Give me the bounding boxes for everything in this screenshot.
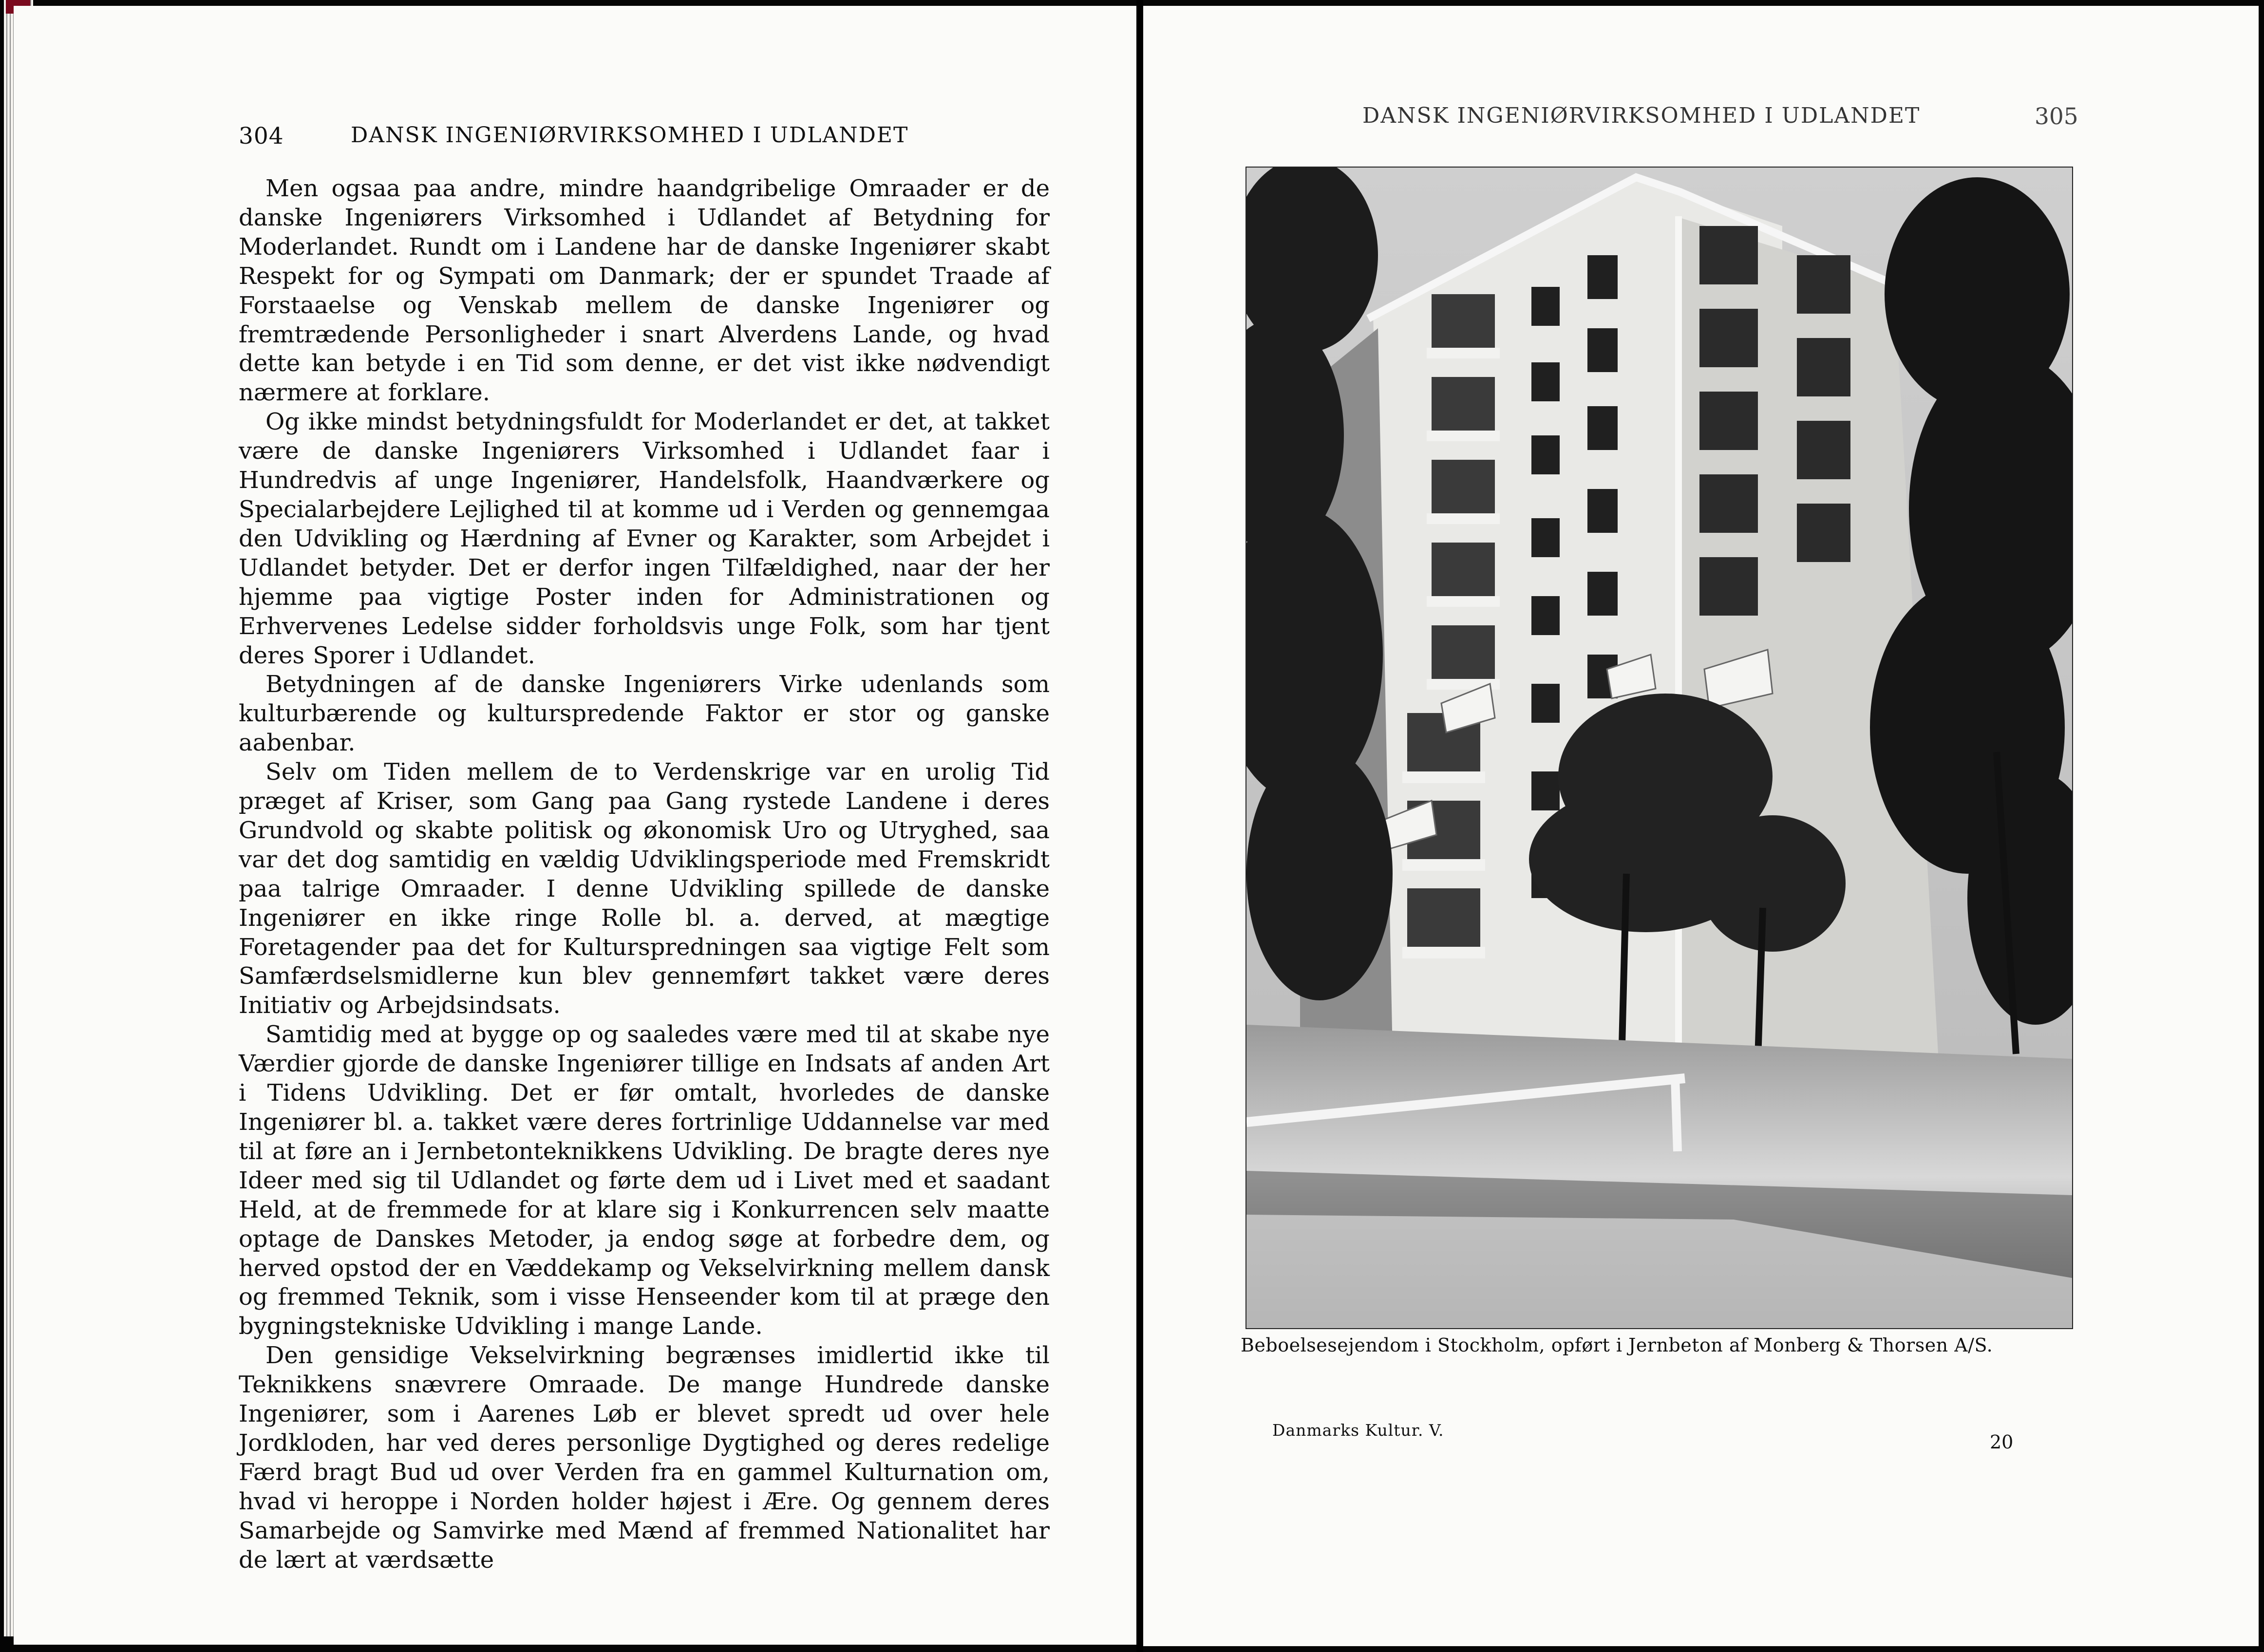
paragraph: Selv om Tiden mellem de to Verdenskrige var en urolig Tid præget af Kriser, som Gang paa Gang rystede Landene i deres Grundvold og skabte politisk og økonomisk Uro og Utryghed, saa var det dog samtidig en vældig Udviklingsperiode med Fremskridt paa talrige Omraader. I denne Udvikling spillede de danske Ingeniører en ikke ringe Rolle bl. a. derved, at mægtige Foretagender paa det for Kulturspredningen saa vigtige Felt som Samfærdselsmidlerne kun blev gennemført takket være deres Initiativ og Arbejdsindsats.	[239, 758, 1050, 1019]
paragraph: Og ikke mindst betydningsfuldt for Moderlandet er det, at takket være de danske Ingeniørers Virksomhed i Udlandet faar i Hundredvis af unge Ingeniører, Handelsfolk, Haandværkere og Specialarbejdere Lejlighed til at komme ud i Verden og gennemgaa den Udvikling og Hærdning af Evner og Karakter, som Arbejdet i Udlandet betyder. Det er derfor ingen Tilfældighed, naar der her hjemme paa vigtige Poster inden for Administrationen og Erhvervenes Ledelse sidder forholdsvis unge Folk, som har tjent deres Sporer i Udlandet.	[239, 408, 1050, 669]
right-page	[1143, 6, 2259, 1646]
signature-number: 20	[1990, 1431, 2014, 1453]
page-number: 304	[239, 123, 284, 150]
photo-caption: Beboelsesejendom i Stockholm, opført i Jernbeton af Monberg & Thorsen A/S.	[1241, 1334, 1993, 1356]
paragraph: Den gensidige Vekselvirkning begrænses imidlertid ikke til Teknikkens snævrere Omraade. De mange Hundrede danske Ingeniører, som i Aarenes Løb er blevet spredt ud over hele Jordkloden, har ved deres personlige Dygtighed og deres redelige Færd bragt Bud ud over Verden fra en gammel Kulturnation om, hvad vi heroppe i Norden holder højest i Ære. Og gennem deres Samarbejde og Samvirke med Mænd af fremmed Nationalitet har de lært at værdsætte	[239, 1342, 1050, 1574]
apartment-building-photo	[1245, 167, 2073, 1329]
running-head: DANSK INGENIØRVIRKSOMHED I UDLANDET	[1362, 103, 1921, 128]
page-number: 305	[2035, 103, 2078, 130]
signature-line: Danmarks Kultur. V.	[1272, 1421, 1444, 1440]
paragraph: Samtidig med at bygge op og saaledes være med til at skabe nye Værdier gjorde de danske Ingeniører tillige en Indsats af anden Art i Tidens Udvikling. Det er før omtalt, hvorledes de danske Ingeniører bl. a. takket være deres fortrinlige Uddannelse var med til at føre an i Jernbetonteknikkens Udvikling. De bragte deres nye Ideer med sig til Udlandet og førte dem ud i Livet med et saadant Held, at de fremmede for at klare sig i Konkurrencen selv maatte optage de Danskes Metoder, ja endog søge at forbedre dem, og herved opstod der en Væddekamp og Vekselvirkning mellem dansk og fremmed Teknik, som i visse Henseender kom til at præge den bygningstekniske Udvikling i mange Lande.	[239, 1021, 1050, 1340]
left-page	[14, 6, 1136, 1645]
paragraph: Men ogsaa paa andre, mindre haandgribelige Omraader er de danske Ingeniørers Virksomhed i Udlandet af Betydning for Moderlandet. Rundt om i Landene har de danske Ingeniører skabt Respekt for og Sympati om Danmark; der er spundet Traade af Forstaaelse og Venskab mellem de danske Ingeniører og fremtrædende Personligheder i snart Alverdens Lande, og hvad dette kan betyde i en Tid som denne, er det vist ikke nødvendigt nærmere at forklare.	[239, 175, 1050, 407]
running-head: DANSK INGENIØRVIRKSOMHED I UDLANDET	[351, 123, 909, 148]
gutter	[1136, 0, 1143, 1652]
paragraph: Betydningen af de danske Ingeniørers Virke udenlands som kulturbærende og kulturspredende Faktor er stor og ganske aabenbar.	[239, 671, 1050, 757]
body-text	[239, 174, 1050, 1575]
